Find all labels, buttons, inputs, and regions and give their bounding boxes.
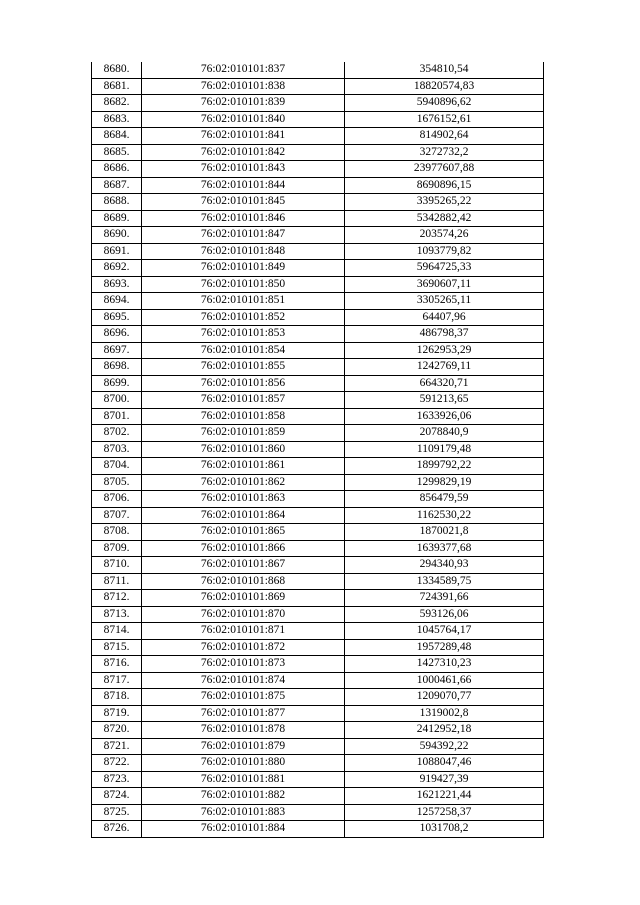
row-number-cell: 8691. [92, 243, 142, 260]
cadastral-number-cell: 76:02:010101:841 [142, 128, 345, 145]
cadastral-value-cell: 1621221,44 [345, 788, 544, 805]
table-row [92, 375, 544, 392]
cadastral-value-cell: 5964725,33 [345, 260, 544, 277]
row-number-cell: 8684. [92, 128, 142, 145]
cadastral-value-cell: 1899792,22 [345, 458, 544, 475]
cadastral-number-cell: 76:02:010101:839 [142, 95, 345, 112]
table-row [92, 672, 544, 689]
table-row [92, 689, 544, 706]
cadastral-value-cell: 1209070,77 [345, 689, 544, 706]
table-row [92, 326, 544, 343]
cadastral-value-cell: 23977607,88 [345, 161, 544, 178]
cadastral-number-cell: 76:02:010101:877 [142, 705, 345, 722]
table-row [92, 441, 544, 458]
cadastral-value-cell: 1242769,11 [345, 359, 544, 376]
cadastral-value-cell: 593126,06 [345, 606, 544, 623]
row-number-cell: 8687. [92, 177, 142, 194]
table-row [92, 804, 544, 821]
cadastral-number-cell: 76:02:010101:880 [142, 755, 345, 772]
cadastral-value-cell: 1639377,68 [345, 540, 544, 557]
cadastral-number-cell: 76:02:010101:874 [142, 672, 345, 689]
table-row [92, 408, 544, 425]
cadastral-value-cell: 5940896,62 [345, 95, 544, 112]
cadastral-value-cell: 294340,93 [345, 557, 544, 574]
cadastral-number-cell: 76:02:010101:873 [142, 656, 345, 673]
cadastral-value-cell: 919427,39 [345, 771, 544, 788]
table-row [92, 474, 544, 491]
row-number-cell: 8711. [92, 573, 142, 590]
table-row [92, 342, 544, 359]
cadastral-value-cell: 1045764,17 [345, 623, 544, 640]
cadastral-value-cell: 8690896,15 [345, 177, 544, 194]
cadastral-value-cell: 203574,26 [345, 227, 544, 244]
cadastral-number-cell: 76:02:010101:863 [142, 491, 345, 508]
row-number-cell: 8699. [92, 375, 142, 392]
cadastral-number-cell: 76:02:010101:843 [142, 161, 345, 178]
cadastral-number-cell: 76:02:010101:865 [142, 524, 345, 541]
table-row [92, 491, 544, 508]
cadastral-number-cell: 76:02:010101:860 [142, 441, 345, 458]
cadastral-value-table [91, 62, 544, 838]
cadastral-number-cell: 76:02:010101:869 [142, 590, 345, 607]
cadastral-number-cell: 76:02:010101:855 [142, 359, 345, 376]
table-row [92, 144, 544, 161]
table-row [92, 639, 544, 656]
table-row [92, 821, 544, 838]
cadastral-value-cell: 1031708,2 [345, 821, 544, 838]
table-body [92, 62, 544, 837]
table-row [92, 425, 544, 442]
row-number-cell: 8682. [92, 95, 142, 112]
table-row [92, 722, 544, 739]
table-row [92, 177, 544, 194]
row-number-cell: 8686. [92, 161, 142, 178]
row-number-cell: 8710. [92, 557, 142, 574]
cadastral-number-cell: 76:02:010101:878 [142, 722, 345, 739]
row-number-cell: 8681. [92, 78, 142, 95]
row-number-cell: 8718. [92, 689, 142, 706]
cadastral-value-cell: 591213,65 [345, 392, 544, 409]
row-number-cell: 8706. [92, 491, 142, 508]
row-number-cell: 8725. [92, 804, 142, 821]
cadastral-value-cell: 664320,71 [345, 375, 544, 392]
cadastral-value-cell: 814902,64 [345, 128, 544, 145]
row-number-cell: 8714. [92, 623, 142, 640]
cadastral-number-cell: 76:02:010101:854 [142, 342, 345, 359]
cadastral-number-cell: 76:02:010101:846 [142, 210, 345, 227]
row-number-cell: 8698. [92, 359, 142, 376]
table-row [92, 227, 544, 244]
row-number-cell: 8690. [92, 227, 142, 244]
cadastral-value-cell: 64407,96 [345, 309, 544, 326]
row-number-cell: 8705. [92, 474, 142, 491]
cadastral-number-cell: 76:02:010101:879 [142, 738, 345, 755]
cadastral-value-cell: 18820574,83 [345, 78, 544, 95]
row-number-cell: 8683. [92, 111, 142, 128]
table-row [92, 540, 544, 557]
table-row [92, 606, 544, 623]
row-number-cell: 8703. [92, 441, 142, 458]
cadastral-value-cell: 486798,37 [345, 326, 544, 343]
cadastral-number-cell: 76:02:010101:856 [142, 375, 345, 392]
table-row [92, 95, 544, 112]
table-row [92, 276, 544, 293]
row-number-cell: 8720. [92, 722, 142, 739]
row-number-cell: 8721. [92, 738, 142, 755]
cadastral-number-cell: 76:02:010101:868 [142, 573, 345, 590]
cadastral-value-cell: 1633926,06 [345, 408, 544, 425]
cadastral-number-cell: 76:02:010101:847 [142, 227, 345, 244]
cadastral-number-cell: 76:02:010101:882 [142, 788, 345, 805]
cadastral-value-cell: 1109179,48 [345, 441, 544, 458]
row-number-cell: 8708. [92, 524, 142, 541]
cadastral-number-cell: 76:02:010101:850 [142, 276, 345, 293]
row-number-cell: 8722. [92, 755, 142, 772]
cadastral-number-cell: 76:02:010101:857 [142, 392, 345, 409]
row-number-cell: 8707. [92, 507, 142, 524]
cadastral-value-cell: 3305265,11 [345, 293, 544, 310]
cadastral-number-cell: 76:02:010101:844 [142, 177, 345, 194]
row-number-cell: 8702. [92, 425, 142, 442]
cadastral-value-cell: 3690607,11 [345, 276, 544, 293]
cadastral-value-cell: 2412952,18 [345, 722, 544, 739]
cadastral-number-cell: 76:02:010101:870 [142, 606, 345, 623]
row-number-cell: 8685. [92, 144, 142, 161]
table-row [92, 62, 544, 78]
table-row [92, 194, 544, 211]
cadastral-value-cell: 856479,59 [345, 491, 544, 508]
table-row [92, 573, 544, 590]
table-row [92, 507, 544, 524]
cadastral-value-cell: 1000461,66 [345, 672, 544, 689]
row-number-cell: 8693. [92, 276, 142, 293]
cadastral-number-cell: 76:02:010101:840 [142, 111, 345, 128]
row-number-cell: 8688. [92, 194, 142, 211]
row-number-cell: 8724. [92, 788, 142, 805]
row-number-cell: 8696. [92, 326, 142, 343]
cadastral-value-cell: 1299829,19 [345, 474, 544, 491]
cadastral-number-cell: 76:02:010101:883 [142, 804, 345, 821]
cadastral-number-cell: 76:02:010101:875 [142, 689, 345, 706]
cadastral-number-cell: 76:02:010101:853 [142, 326, 345, 343]
cadastral-value-cell: 1162530,22 [345, 507, 544, 524]
cadastral-value-cell: 1319002,8 [345, 705, 544, 722]
row-number-cell: 8723. [92, 771, 142, 788]
cadastral-value-cell: 1262953,29 [345, 342, 544, 359]
table-row [92, 623, 544, 640]
cadastral-value-cell: 354810,54 [345, 62, 544, 78]
row-number-cell: 8700. [92, 392, 142, 409]
row-number-cell: 8695. [92, 309, 142, 326]
row-number-cell: 8692. [92, 260, 142, 277]
cadastral-value-cell: 3395265,22 [345, 194, 544, 211]
table-row [92, 78, 544, 95]
cadastral-value-cell: 1427310,23 [345, 656, 544, 673]
cadastral-number-cell: 76:02:010101:866 [142, 540, 345, 557]
cadastral-number-cell: 76:02:010101:861 [142, 458, 345, 475]
cadastral-value-cell: 1870021,8 [345, 524, 544, 541]
table-row [92, 392, 544, 409]
cadastral-value-cell: 1676152,61 [345, 111, 544, 128]
row-number-cell: 8712. [92, 590, 142, 607]
row-number-cell: 8701. [92, 408, 142, 425]
table-row [92, 590, 544, 607]
table-row [92, 111, 544, 128]
cadastral-value-cell: 1088047,46 [345, 755, 544, 772]
row-number-cell: 8713. [92, 606, 142, 623]
cadastral-number-cell: 76:02:010101:881 [142, 771, 345, 788]
cadastral-number-cell: 76:02:010101:872 [142, 639, 345, 656]
row-number-cell: 8709. [92, 540, 142, 557]
row-number-cell: 8694. [92, 293, 142, 310]
row-number-cell: 8697. [92, 342, 142, 359]
cadastral-number-cell: 76:02:010101:845 [142, 194, 345, 211]
table-row [92, 771, 544, 788]
row-number-cell: 8715. [92, 639, 142, 656]
table-row [92, 458, 544, 475]
row-number-cell: 8689. [92, 210, 142, 227]
table-row [92, 128, 544, 145]
cadastral-value-cell: 1957289,48 [345, 639, 544, 656]
table-row [92, 161, 544, 178]
cadastral-number-cell: 76:02:010101:859 [142, 425, 345, 442]
cadastral-value-cell: 3272732,2 [345, 144, 544, 161]
row-number-cell: 8704. [92, 458, 142, 475]
table-row [92, 309, 544, 326]
table-row [92, 755, 544, 772]
cadastral-number-cell: 76:02:010101:858 [142, 408, 345, 425]
row-number-cell: 8719. [92, 705, 142, 722]
cadastral-number-cell: 76:02:010101:838 [142, 78, 345, 95]
cadastral-number-cell: 76:02:010101:851 [142, 293, 345, 310]
table-row [92, 557, 544, 574]
table-row [92, 359, 544, 376]
cadastral-value-cell: 1334589,75 [345, 573, 544, 590]
cadastral-number-cell: 76:02:010101:884 [142, 821, 345, 838]
cadastral-value-cell: 1257258,37 [345, 804, 544, 821]
table-row [92, 705, 544, 722]
cadastral-number-cell: 76:02:010101:864 [142, 507, 345, 524]
cadastral-number-cell: 76:02:010101:849 [142, 260, 345, 277]
cadastral-number-cell: 76:02:010101:871 [142, 623, 345, 640]
cadastral-number-cell: 76:02:010101:837 [142, 62, 345, 78]
row-number-cell: 8726. [92, 821, 142, 838]
table-row [92, 656, 544, 673]
cadastral-value-cell: 2078840,9 [345, 425, 544, 442]
table-row [92, 210, 544, 227]
cadastral-number-cell: 76:02:010101:842 [142, 144, 345, 161]
row-number-cell: 8716. [92, 656, 142, 673]
cadastral-value-cell: 724391,66 [345, 590, 544, 607]
table-row [92, 788, 544, 805]
table-row [92, 243, 544, 260]
table-row [92, 260, 544, 277]
table-row [92, 738, 544, 755]
cadastral-number-cell: 76:02:010101:867 [142, 557, 345, 574]
cadastral-number-cell: 76:02:010101:862 [142, 474, 345, 491]
cadastral-value-cell: 1093779,82 [345, 243, 544, 260]
cadastral-value-cell: 594392,22 [345, 738, 544, 755]
table-row [92, 293, 544, 310]
row-number-cell: 8680. [92, 62, 142, 78]
cadastral-number-cell: 76:02:010101:848 [142, 243, 345, 260]
table-row [92, 524, 544, 541]
cadastral-value-cell: 5342882,42 [345, 210, 544, 227]
row-number-cell: 8717. [92, 672, 142, 689]
cadastral-number-cell: 76:02:010101:852 [142, 309, 345, 326]
